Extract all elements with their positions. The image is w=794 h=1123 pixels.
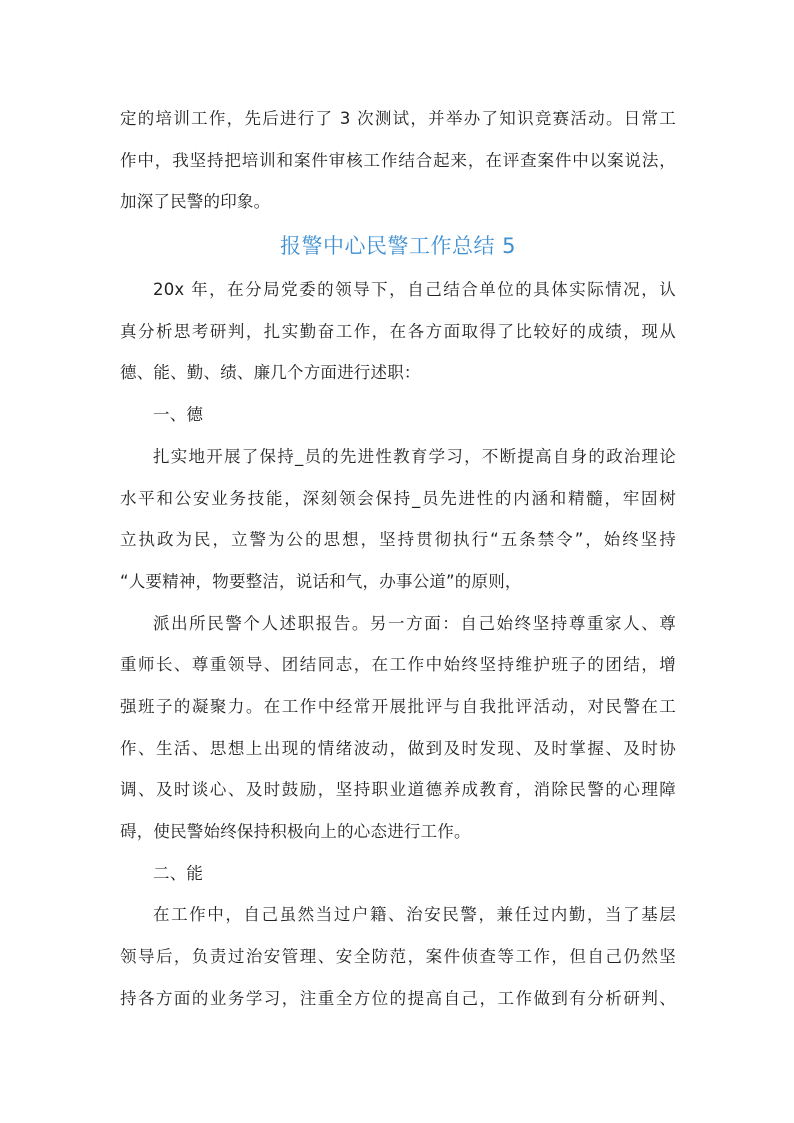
text-line: 重师长、尊重领导、团结同志，在工作中始终坚持维护班子的团结，增 bbox=[120, 655, 676, 675]
text-line: 水平和公安业务技能，深刻领会保持_员先进性的内涵和精髓，牢固树 bbox=[120, 488, 676, 508]
subsection-title-de: 一、德 bbox=[153, 405, 204, 425]
section-heading: 报警中心民警工作总结 5 bbox=[279, 234, 517, 259]
document-page bbox=[120, 98, 676, 1019]
intro-paragraph bbox=[120, 98, 676, 223]
text-line: 持各方面的业务学习，注重全方位的提高自己，工作做到有分析研判、 bbox=[120, 988, 676, 1008]
paragraph-3 bbox=[120, 603, 676, 853]
text-line: 立执政为民，立警为公的思想，坚持贯彻执行“五条禁令”，始终坚持 bbox=[120, 530, 676, 550]
text-line: 领导后，负责过治安管理、安全防范，案件侦查等工作，但自己仍然坚 bbox=[120, 947, 676, 967]
text-line: 作、生活、思想上出现的情绪波动，做到及时发现、及时掌握、及时协 bbox=[120, 738, 676, 758]
subsection-title-neng: 二、能 bbox=[153, 863, 204, 883]
text-line: 加深了民警的印象。 bbox=[120, 192, 271, 212]
text-line: 扎实地开展了保持_员的先进性教育学习，不断提高自身的政治理论 bbox=[153, 446, 676, 466]
text-line: 作中，我坚持把培训和案件审核工作结合起来，在评查案件中以案说法， bbox=[120, 150, 676, 170]
text-line: 真分析思考研判，扎实勤奋工作，在各方面取得了比较好的成绩，现从 bbox=[120, 321, 676, 341]
text-line: 碍，使民警始终保持积极向上的心态进行工作。 bbox=[120, 822, 471, 841]
paragraph-2 bbox=[120, 436, 676, 603]
paragraph-1 bbox=[120, 269, 676, 394]
text-line: “人要精神，物要整洁，说话和气，办事公道”的原则， bbox=[120, 571, 522, 591]
paragraph-4 bbox=[120, 894, 676, 1019]
text-line: 在工作中，自己虽然当过户籍、治安民警，兼任过内勤，当了基层 bbox=[153, 905, 676, 925]
text-line: 德、能、勤、绩、廉几个方面进行述职： bbox=[120, 363, 421, 383]
text-line: 强班子的凝聚力。在工作中经常开展批评与自我批评活动，对民警在工 bbox=[120, 696, 676, 716]
text-line: 调、及时谈心、及时鼓励，坚持职业道德养成教育，消除民警的心理障 bbox=[120, 780, 676, 800]
text-line: 20x 年，在分局党委的领导下，自己结合单位的具体实际情况，认 bbox=[153, 280, 676, 300]
text-line: 定的培训工作，先后进行了 3 次测试，并举办了知识竞赛活动。日常工 bbox=[120, 109, 676, 128]
text-line: 派出所民警个人述职报告。另一方面：自己始终坚持尊重家人、尊 bbox=[153, 613, 676, 633]
